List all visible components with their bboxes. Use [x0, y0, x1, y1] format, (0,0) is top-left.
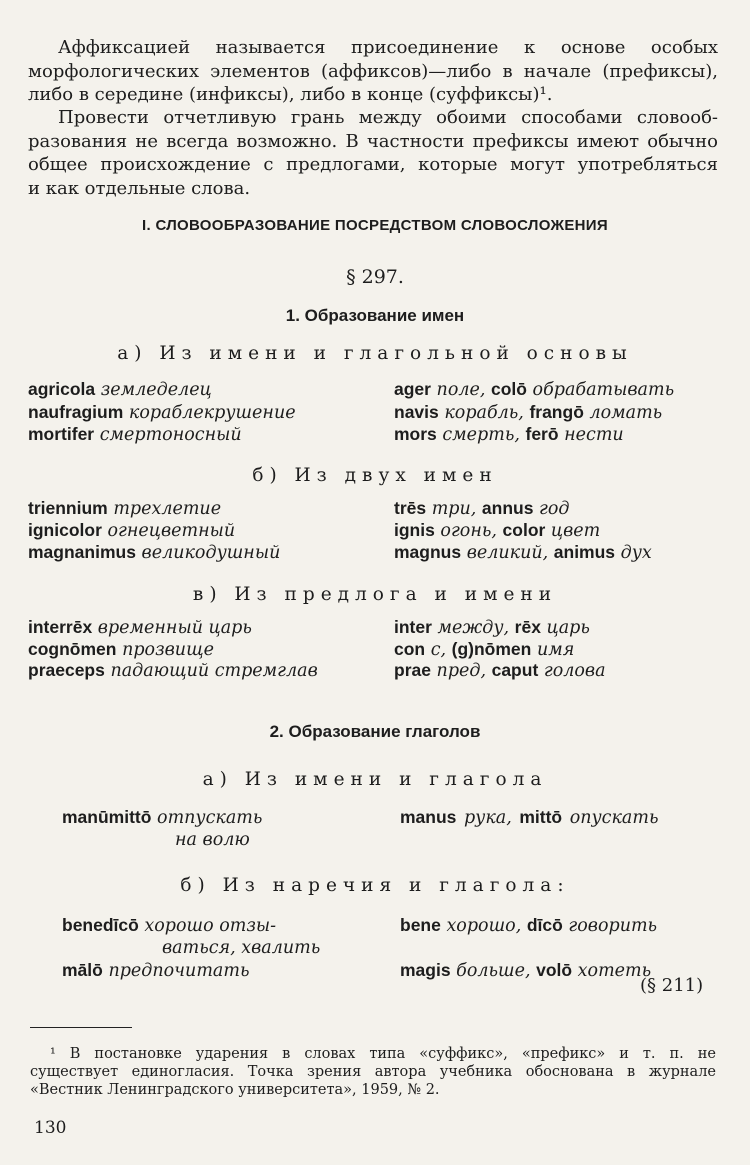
components-entry: ignis огонь, color цвет: [394, 520, 601, 541]
page-number: 130: [34, 1118, 67, 1138]
subsection-heading-nouns: 1. Образование имен: [285, 306, 465, 325]
components-entry: navis корабль, frangō ломать: [394, 402, 663, 423]
footnote-divider: [30, 1027, 132, 1028]
components-entry: inter между, rēx царь: [394, 617, 590, 638]
cross-reference: (§ 211): [640, 975, 704, 996]
compound-entry: cognōmen прозвище: [28, 639, 214, 660]
group-title: б) Из двух имен: [252, 465, 498, 486]
footnote-line: «Вестник Ленинградского университета», 1959, № 2.: [30, 1082, 440, 1098]
text-line: морфологических элементов (аффиксов)—либо в начале (префиксы),: [28, 60, 718, 82]
compound-entry: interrēx временный царь: [28, 617, 252, 638]
components-entry: prae пред, caput голова: [394, 660, 606, 681]
compound-entry: agricola земледелец: [28, 379, 212, 400]
components-entry: mors смерть, ferō нести: [394, 424, 624, 445]
compound-translation-continued: на волю: [175, 830, 250, 850]
intro-paragraph-1: [28, 36, 718, 107]
paragraph-number: § 297.: [346, 266, 404, 288]
compound-entry: manūmittō отпускать: [62, 807, 263, 828]
components-entry: bene хорошо, dīcō говорить: [400, 915, 658, 936]
footnote-line: существует единогласия. Точка зрения автора учебника обоснована в журнале: [30, 1064, 716, 1080]
text-line: и как отдельные слова.: [28, 177, 251, 199]
compound-entry: triennium трехлетие: [28, 498, 222, 519]
text-line: Аффиксацией называется присоединение к основе особых: [58, 37, 718, 58]
components-entry: con с, (g)nōmen имя: [394, 639, 575, 660]
compound-translation-continued: ваться, хвалить: [162, 938, 321, 958]
text-line: разования не всегда возможно. В частности префиксы имеют обычно: [28, 130, 718, 152]
compound-entry: mālō предпочитать: [62, 960, 250, 981]
group-title: а) Из имени и глагола: [202, 769, 548, 790]
compound-entry: ignicolor огнецветный: [28, 520, 236, 541]
compound-entry: naufragium кораблекрушение: [28, 402, 296, 423]
text-line: Провести отчетливую грань между обоими способами словооб-: [58, 107, 718, 128]
subsection-heading-verbs: 2. Образование глаголов: [269, 722, 481, 741]
footnote-line: ¹ В постановке ударения в словах типа «суффикс», «префикс» и т. п. не: [50, 1046, 716, 1062]
intro-paragraph-2: [28, 106, 718, 200]
compound-entry: magnanimus великодушный: [28, 542, 281, 563]
group-title: б) Из наречия и глагола:: [180, 875, 570, 896]
components-entry: trēs три, annus год: [394, 498, 570, 519]
compound-entry: benedīcō хорошо отзы-: [62, 915, 277, 936]
group-title: в) Из предлога и имени: [192, 584, 558, 605]
section-heading: I. СЛОВООБРАЗОВАНИЕ ПОСРЕДСТВОМ СЛОВОСЛОЖЕНИЯ: [142, 217, 608, 234]
compound-entry: mortifer смертоносный: [28, 424, 242, 445]
components-entry: magnus великий, animus дух: [394, 542, 652, 563]
components-entry: magis больше, volō хотеть: [400, 960, 652, 981]
group-title: а) Из имени и глагольной основы: [117, 343, 633, 364]
components-entry: ager поле, colō обрабатывать: [394, 379, 675, 400]
text-line: общее происхождение с предлогами, которые могут употребляться: [28, 154, 718, 175]
compound-entry: praeceps падающий стремглав: [28, 660, 318, 681]
components-entry: manus рука, mittō опускать: [400, 807, 659, 828]
text-line: либо в середине (инфиксы), либо в конце (суффиксы)¹.: [28, 84, 553, 105]
